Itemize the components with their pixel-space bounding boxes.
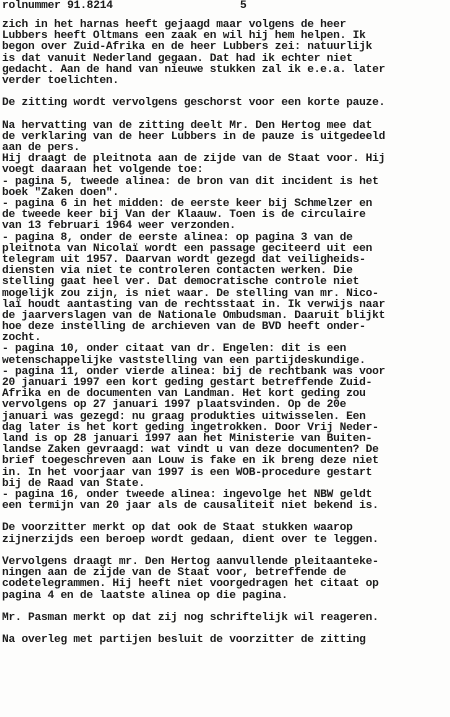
text-line: in. In het voorjaar van 1997 is een WOB-procedure gestart <box>2 466 373 479</box>
rolnummer-label: rolnummer 91.8214 <box>2 0 113 12</box>
blank-line <box>2 110 448 121</box>
text-line: land is op 28 januari 1997 aan het Ministerie van Buiten- <box>2 432 373 445</box>
text-line: verder toelichten. <box>2 74 119 87</box>
text-line: diensten via niet te controleren contacten werken. Die <box>2 265 353 278</box>
text-line: - pagina 10, onder citaat van dr. Engelen: dit is een <box>2 343 347 356</box>
text-line: bij de Raad van State. <box>2 477 145 490</box>
text-line: 20 januari 1997 een kort geding gestart betreffende Zuid- <box>2 377 373 389</box>
text-line: aan de pers. <box>2 142 80 155</box>
text-line: zijnerzijds een beroep wordt gedaan, dient over te leggen. <box>2 533 379 546</box>
text-line: Na hervatting van de zitting deelt Mr. Den Hertog mee dat <box>2 119 373 132</box>
text-line: Na overleg met partijen besluit de voorzitter de zitting <box>2 634 366 647</box>
text-line: zich in het harnas heeft gejaagd maar volgens de heer <box>2 19 347 31</box>
text-line: Vervolgens draagt mr. Den Hertog aanvullende pleitaanteke- <box>2 556 379 568</box>
text-line: gedacht. Aan de hand van nieuwe stukken zal ik e.e.a. later <box>2 63 386 76</box>
text-line: stelling gaat heel ver. Dat democratische controle niet <box>2 276 360 289</box>
text-line: codetelegrammen. Hij heeft niet voorgedragen het citaat op <box>2 578 379 591</box>
text-line: boek "Zaken doen". <box>2 186 119 199</box>
text-line: telegram uit 1957. Daarvan wordt gezegd dat veiligheids- <box>2 253 366 266</box>
text-line: De zitting wordt vervolgens geschorst voor een korte pauze. <box>2 97 386 110</box>
page-header <box>2 0 448 14</box>
text-line: is dat vanuit Nederland gegaan. Dat had ik echter niet <box>2 52 353 65</box>
text-line: voegt daaraan het volgende toe: <box>2 164 204 177</box>
text-line: landse Zaken gevraagd: wat vindt u van deze documenten? De <box>2 444 379 457</box>
text-line: - pagina 16, onder tweede alinea: ingevolge het NBW geldt <box>2 488 373 501</box>
document-body <box>2 20 448 647</box>
text-line: Mr. Pasman merkt op dat zij nog schriftelijk wil reageren. <box>2 611 379 624</box>
text-line: de jaarverslagen van de Nationale Ombudsman. Daaruit blijkt <box>2 309 386 322</box>
text-line: - pagina 8, onder de eerste alinea: op pagina 3 van de <box>2 231 353 244</box>
page-number: 5 <box>240 0 247 12</box>
text-line: de tweede keer bij Van der Klaauw. Toen is de circulaire <box>2 209 366 222</box>
text-line: ningen aan de zijde van de Staat voor, betreffende de <box>2 567 347 580</box>
text-line: Lubbers heeft Oltmans een zaak en wil hij hem helpen. Ik <box>2 30 366 43</box>
text-line: van 13 februari 1964 weer verzonden. <box>2 220 236 233</box>
text-line: zocht. <box>2 332 41 345</box>
text-line: Hij draagt de pleitnota aan de zijde van de Staat voor. Hij <box>2 153 386 166</box>
text-line: de verklaring van de heer Lubbers in de pauze is uitgedeeld <box>2 130 386 143</box>
text-line: - pagina 11, onder vierde alinea: bij de rechtbank was voor <box>2 365 386 378</box>
text-line: januari was gezegd: nu graag produkties uitwisselen. Een <box>2 410 366 423</box>
text-line: pagina 4 en de laatste alinea op die pagina. <box>2 589 288 602</box>
text-line: De voorzitter merkt op dat ook de Staat stukken waarop <box>2 522 353 535</box>
text-line: begon over Zuid-Afrika en de heer Lubbers zei: natuurlijk <box>2 41 373 54</box>
text-line: mogelijk zou zijn, is niet waar. De stelling van mr. Nico- <box>2 287 379 300</box>
text-line: een termijn van 20 jaar als de causaliteit niet bekend is. <box>2 500 379 513</box>
text-line: - pagina 6 in het midden: de eerste keer bij Schmelzer en <box>2 198 373 210</box>
text-line: hoe deze instelling de archieven van de BVD heeft onder- <box>2 321 366 334</box>
text-line: laï houdt aantasting van de rechtsstaat in. Ik verwijs naar <box>2 298 386 311</box>
text-line: Afrika en de documenten van Landman. Het kort geding zou <box>2 388 366 401</box>
text-line: wetenschappelijke vaststelling van een partijdeskundige. <box>2 354 366 367</box>
text-line: vervolgens op 27 januari 1997 plaatsvinden. Op de 20e <box>2 399 347 412</box>
text-line: brief toegeschreven aan Louw is fake en ik breng deze niet <box>2 455 379 468</box>
text-line: - pagina 5, tweede alinea: de bron van dit incident is het <box>2 175 379 188</box>
text-line: dag later is het kort geding ingetrokken. Door Vrij Neder- <box>2 421 379 434</box>
text-line: pleitnota van Nicolaï wordt een passage geciteerd uit een <box>2 242 373 255</box>
